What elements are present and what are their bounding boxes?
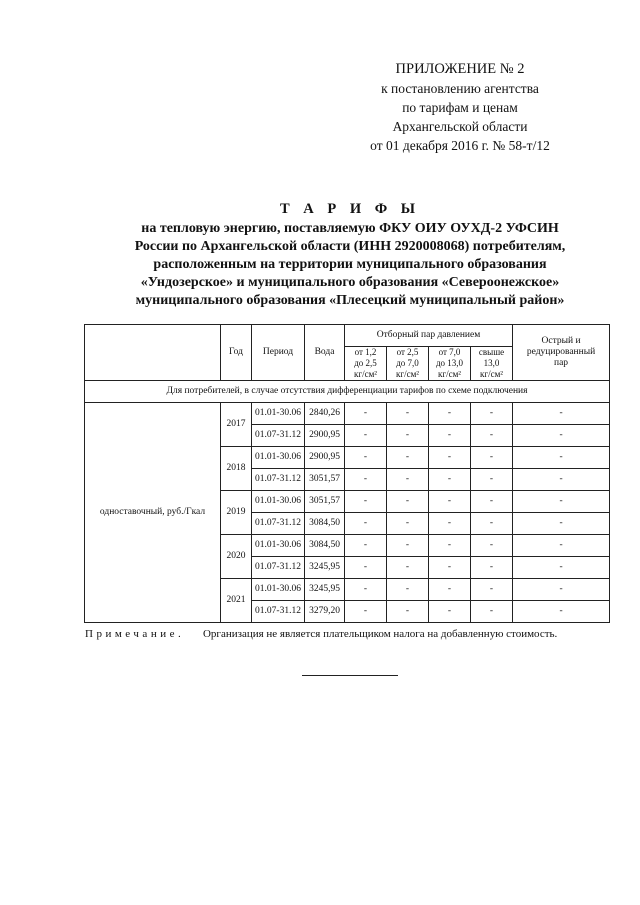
water-value: 3279,20: [305, 601, 345, 623]
tariff-table: [84, 324, 610, 623]
water-value: 2840,26: [305, 403, 345, 425]
dash-cell: -: [387, 535, 429, 557]
steam-col-line: свыше: [478, 347, 505, 357]
water-value: 3245,95: [305, 557, 345, 579]
steam-col-line: кг/см²: [354, 369, 377, 379]
steam-col-line: от 2,5: [396, 347, 419, 357]
document-title-line: России по Архангельской области (ИНН 2920008068) потребителям,: [134, 239, 566, 254]
appendix-line: к постановлению агентства: [381, 81, 539, 96]
water-value: 2900,95: [305, 425, 345, 447]
water-value: 3245,95: [305, 579, 345, 601]
document-title-line: на тепловую энергию, поставляемую ФКУ ОИУ ОУХД-2 УФСИН: [141, 221, 559, 236]
dash-cell: -: [387, 491, 429, 513]
divider-line: [302, 675, 398, 676]
dash-cell: -: [513, 469, 610, 491]
dash-cell: -: [471, 601, 513, 623]
dash-cell: -: [513, 447, 610, 469]
water-value: 3051,57: [305, 491, 345, 513]
header-steam-col: [429, 347, 471, 381]
water-value: 3084,50: [305, 535, 345, 557]
dash-cell: -: [345, 403, 387, 425]
dash-cell: -: [429, 557, 471, 579]
header-steam-col: [345, 347, 387, 381]
dash-cell: -: [345, 535, 387, 557]
dash-cell: -: [345, 491, 387, 513]
note-text: Организация не является плательщиком налога на добавленную стоимость.: [202, 628, 558, 640]
period-cell: 01.07-31.12: [252, 425, 305, 447]
header-sharp-steam: [513, 325, 610, 381]
dash-cell: -: [513, 491, 610, 513]
appendix-title: ПРИЛОЖЕНИЕ № 2: [395, 61, 525, 77]
dash-cell: -: [387, 579, 429, 601]
dash-cell: -: [429, 403, 471, 425]
document-title-line: расположенным на территории муниципального образования: [153, 257, 547, 272]
dash-cell: -: [387, 425, 429, 447]
year-cell: 2018: [221, 447, 252, 491]
dash-cell: -: [387, 403, 429, 425]
dash-cell: -: [345, 425, 387, 447]
dash-cell: -: [429, 601, 471, 623]
dash-cell: -: [429, 535, 471, 557]
year-cell: 2021: [221, 579, 252, 623]
dash-cell: -: [387, 469, 429, 491]
dash-cell: -: [429, 579, 471, 601]
row-label: одноставочный, руб./Гкал: [85, 403, 221, 623]
steam-col-line: до 2,5: [354, 358, 377, 368]
period-cell: 01.01-30.06: [252, 403, 305, 425]
dash-cell: -: [471, 513, 513, 535]
dash-cell: -: [471, 491, 513, 513]
header-sharp-line: редуцированный: [526, 347, 596, 357]
dash-cell: -: [345, 469, 387, 491]
dash-cell: -: [387, 601, 429, 623]
note: [85, 628, 625, 640]
header-sharp-line: пар: [554, 358, 569, 368]
dash-cell: -: [471, 403, 513, 425]
table-row: [85, 403, 610, 425]
dash-cell: -: [429, 513, 471, 535]
header-period: Период: [252, 325, 305, 381]
steam-col-line: от 7,0: [438, 347, 461, 357]
dash-cell: -: [471, 535, 513, 557]
steam-col-line: кг/см²: [438, 369, 461, 379]
steam-col-line: кг/см²: [480, 369, 503, 379]
dash-cell: -: [513, 513, 610, 535]
appendix-line: Архангельской области: [392, 119, 528, 134]
period-cell: 01.01-30.06: [252, 491, 305, 513]
dash-cell: -: [471, 579, 513, 601]
dash-cell: -: [345, 447, 387, 469]
document-title: [60, 200, 640, 310]
note-label: Примечание.: [85, 628, 185, 640]
period-cell: 01.01-30.06: [252, 447, 305, 469]
steam-col-line: до 13,0: [435, 358, 464, 368]
section-caption: Для потребителей, в случае отсутствия дифференциации тарифов по схеме подключения: [85, 381, 610, 403]
header-steam-col: [471, 347, 513, 381]
dash-cell: -: [345, 513, 387, 535]
document-title-line: муниципального образования «Плесецкий муниципальный район»: [135, 293, 565, 308]
steam-col-line: от 1,2: [354, 347, 377, 357]
period-cell: 01.07-31.12: [252, 601, 305, 623]
dash-cell: -: [471, 425, 513, 447]
dash-cell: -: [429, 469, 471, 491]
dash-cell: -: [513, 557, 610, 579]
dash-cell: -: [513, 403, 610, 425]
appendix-line: по тарифам и ценам: [402, 100, 518, 115]
header-empty-cell: [85, 325, 221, 381]
appendix-line: от 01 декабря 2016 г. № 58-т/12: [370, 138, 550, 153]
year-cell: 2019: [221, 491, 252, 535]
dash-cell: -: [345, 579, 387, 601]
steam-col-line: 13,0: [483, 358, 500, 368]
section-row: [85, 381, 610, 403]
header-sharp-line: Острый и: [541, 336, 581, 346]
dash-cell: -: [387, 513, 429, 535]
header-row: [85, 325, 610, 347]
steam-col-line: до 7,0: [396, 358, 419, 368]
dash-cell: -: [429, 425, 471, 447]
dash-cell: -: [471, 469, 513, 491]
dash-cell: -: [513, 425, 610, 447]
dash-cell: -: [513, 601, 610, 623]
water-value: 2900,95: [305, 447, 345, 469]
header-steam-col: [387, 347, 429, 381]
year-cell: 2020: [221, 535, 252, 579]
document-heading: Т А Р И Ф Ы: [279, 201, 421, 217]
dash-cell: -: [429, 491, 471, 513]
steam-col-line: кг/см²: [396, 369, 419, 379]
dash-cell: -: [429, 447, 471, 469]
period-cell: 01.01-30.06: [252, 579, 305, 601]
water-value: 3084,50: [305, 513, 345, 535]
dash-cell: -: [513, 579, 610, 601]
dash-cell: -: [471, 447, 513, 469]
dash-cell: -: [387, 447, 429, 469]
dash-cell: -: [345, 557, 387, 579]
dash-cell: -: [513, 535, 610, 557]
dash-cell: -: [345, 601, 387, 623]
header-water: Вода: [305, 325, 345, 381]
year-cell: 2017: [221, 403, 252, 447]
appendix-block: [340, 60, 580, 155]
header-year: Год: [221, 325, 252, 381]
period-cell: 01.07-31.12: [252, 469, 305, 491]
water-value: 3051,57: [305, 469, 345, 491]
period-cell: 01.07-31.12: [252, 513, 305, 535]
dash-cell: -: [387, 557, 429, 579]
header-steam: Отборный пар давлением: [345, 325, 513, 347]
period-cell: 01.07-31.12: [252, 557, 305, 579]
document-title-line: «Ундозерское» и муниципального образования «Североонежское»: [140, 275, 560, 290]
period-cell: 01.01-30.06: [252, 535, 305, 557]
dash-cell: -: [471, 557, 513, 579]
